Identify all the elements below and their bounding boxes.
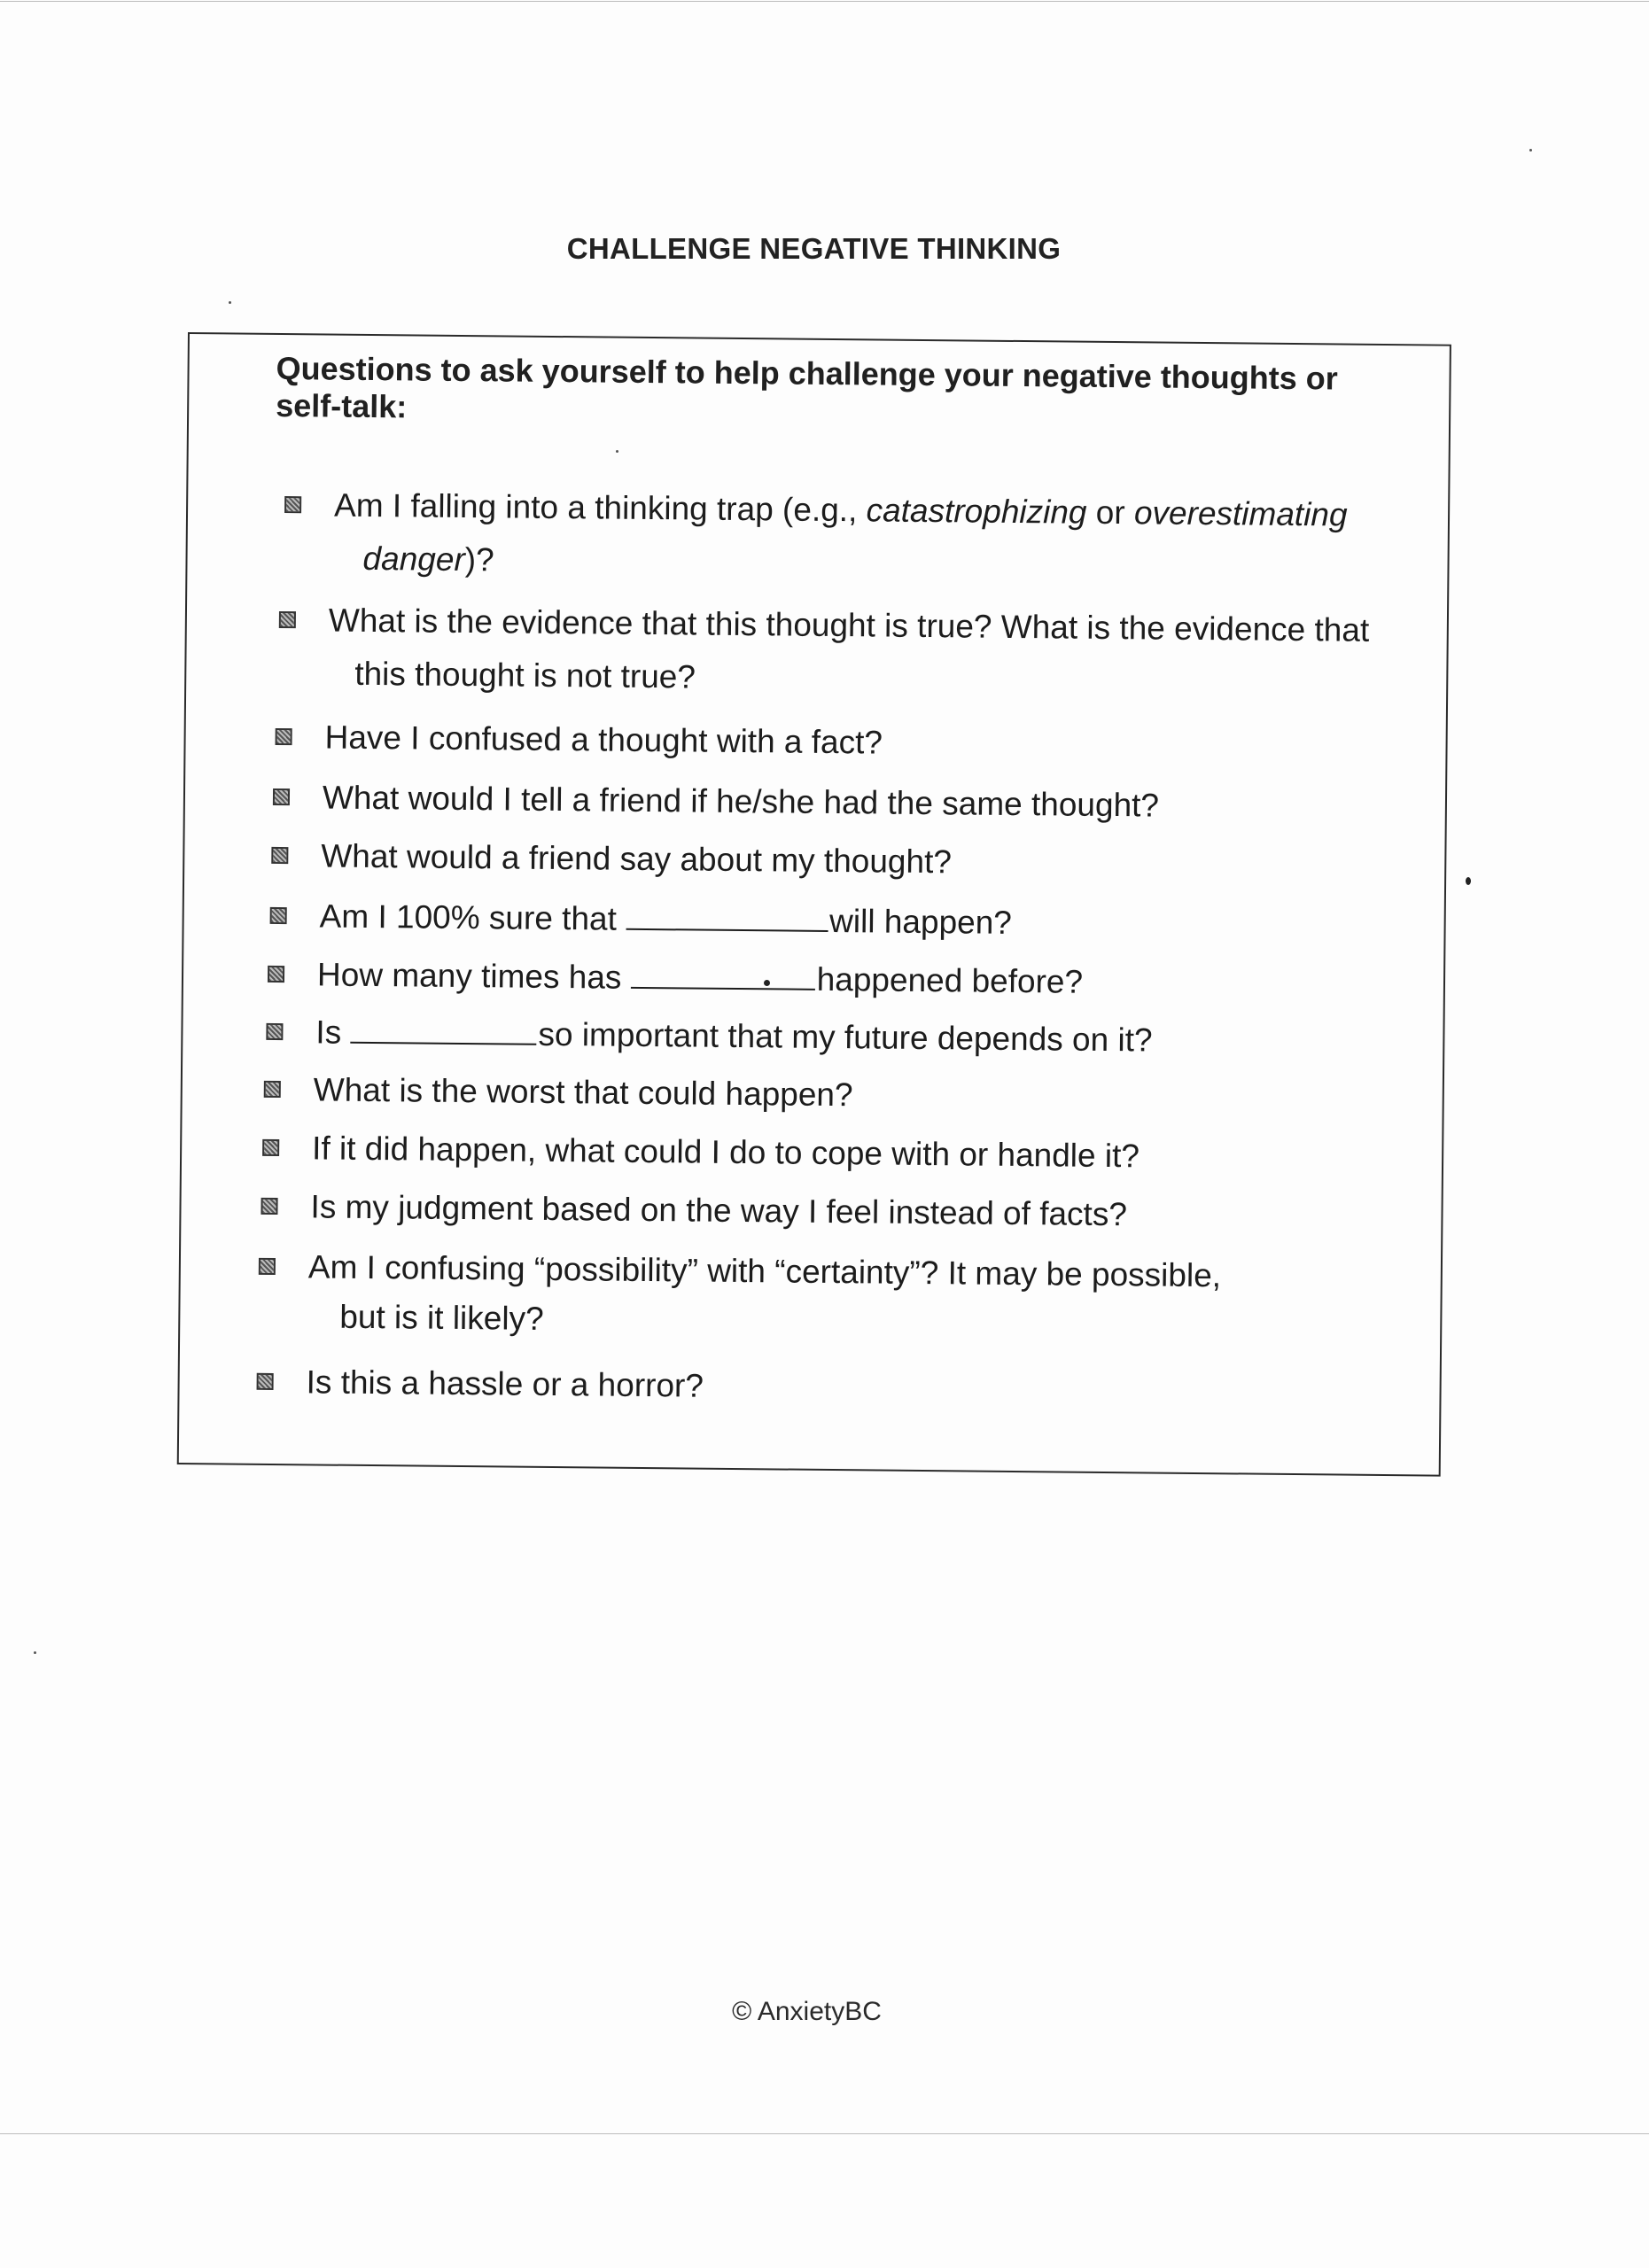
question-text: How many times has happened before? bbox=[316, 956, 1084, 1000]
page-top-edge bbox=[0, 1, 1649, 2]
checkbox-square-icon bbox=[271, 847, 288, 864]
question-text: What is the evidence that this thought is true? What is the evidence that bbox=[328, 602, 1370, 649]
checkbox-square-icon bbox=[257, 1373, 274, 1390]
scan-speck bbox=[764, 980, 770, 986]
question-text: Is so important that my future depends on it? bbox=[315, 1014, 1153, 1059]
question-text-continued: but is it likely? bbox=[339, 1298, 544, 1337]
scan-edge-line bbox=[0, 2133, 1649, 2134]
question-text: If it did happen, what could I do to cope with or handle it? bbox=[311, 1130, 1140, 1175]
checkbox-square-icon bbox=[262, 1139, 279, 1156]
fill-in-blank bbox=[631, 960, 815, 990]
scan-speck bbox=[616, 450, 618, 453]
intro-heading: Questions to ask yourself to help challenge your negative thoughts or self-talk: bbox=[276, 349, 1338, 425]
question-text: Have I confused a thought with a fact? bbox=[324, 718, 883, 761]
scan-speck bbox=[34, 1651, 36, 1654]
checkbox-square-icon bbox=[266, 1023, 283, 1040]
checkbox-square-icon bbox=[279, 611, 296, 628]
checkbox-square-icon bbox=[270, 907, 287, 924]
fill-in-blank bbox=[626, 902, 828, 932]
question-text: Am I falling into a thinking trap (e.g., catastrophizing or overestimating bbox=[333, 486, 1348, 533]
question-text: Am I confusing “possibility” with “certainty”? It may be possible, bbox=[307, 1248, 1222, 1294]
scan-speck bbox=[1529, 149, 1532, 151]
copyright-footer: © AnxietyBC bbox=[732, 1997, 882, 2026]
checkbox-square-icon bbox=[276, 728, 292, 745]
page-title: CHALLENGE NEGATIVE THINKING bbox=[566, 232, 1062, 265]
question-text-continued: danger)? bbox=[362, 540, 494, 579]
question-text: Is my judgment based on the way I feel instead of facts? bbox=[310, 1188, 1128, 1233]
checkbox-square-icon bbox=[264, 1081, 281, 1098]
checkbox-square-icon bbox=[284, 496, 301, 513]
fill-in-blank bbox=[350, 1015, 536, 1045]
checkbox-square-icon bbox=[259, 1258, 276, 1275]
question-text: What would I tell a friend if he/she had the same thought? bbox=[322, 779, 1160, 824]
questions-box bbox=[177, 332, 1451, 1477]
question-text: Am I 100% sure that will happen? bbox=[319, 897, 1013, 941]
checkbox-square-icon bbox=[261, 1198, 277, 1215]
question-text: What would a friend say about my thought? bbox=[321, 837, 953, 881]
scan-speck bbox=[229, 301, 231, 304]
question-text: What is the worst that could happen? bbox=[313, 1071, 853, 1114]
question-text: Is this a hassle or a horror? bbox=[306, 1363, 704, 1404]
checkbox-square-icon bbox=[268, 966, 284, 983]
question-text-continued: this thought is not true? bbox=[354, 655, 696, 695]
scan-speck bbox=[1466, 877, 1471, 885]
checkbox-square-icon bbox=[273, 788, 290, 805]
